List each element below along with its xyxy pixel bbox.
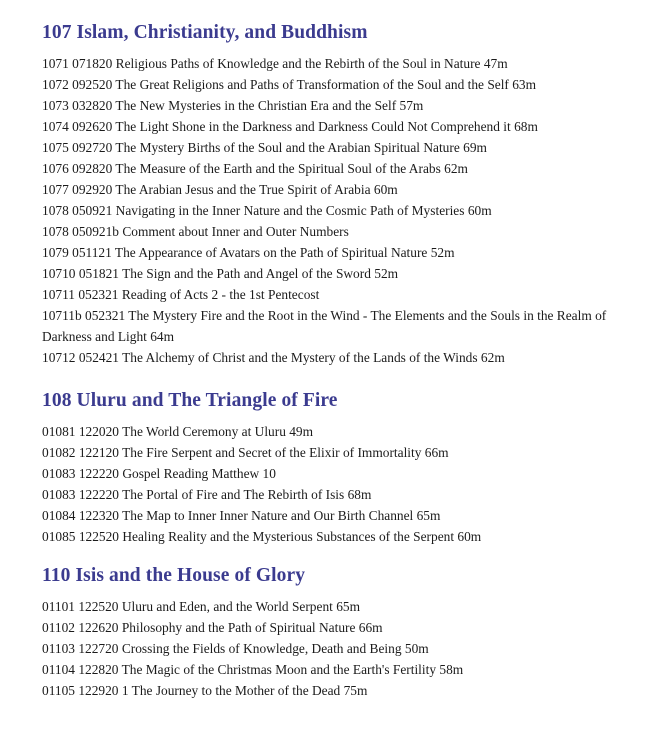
list-item: 01081 122020 The World Ceremony at Uluru 49m <box>42 424 314 439</box>
list-item: 1074 092620 The Light Shone in the Darkness and Darkness Could Not Comprehend it 68m <box>42 119 538 134</box>
section-110 <box>42 565 628 701</box>
list-item: 01101 122520 Uluru and Eden, and the World Serpent 65m <box>42 599 361 614</box>
list-item: 01103 122720 Crossing the Fields of Knowledge, Death and Being 50m <box>42 641 429 656</box>
list-item: 1078 050921b Comment about Inner and Outer Numbers <box>42 224 349 239</box>
list-item: 01082 122120 The Fire Serpent and Secret of the Elixir of Immortality 66m <box>42 445 449 460</box>
list-item: 1073 032820 The New Mysteries in the Christian Era and the Self 57m <box>42 98 424 113</box>
list-item: 10710 051821 The Sign and the Path and Angel of the Sword 52m <box>42 266 399 281</box>
list-item: 01102 122620 Philosophy and the Path of Spiritual Nature 66m <box>42 620 383 635</box>
list-item: 1078 050921 Navigating in the Inner Nature and the Cosmic Path of Mysteries 60m <box>42 203 492 218</box>
list-item: 10712 052421 The Alchemy of Christ and the Mystery of the Lands of the Winds 62m <box>42 350 505 365</box>
list-item: 10711 052321 Reading of Acts 2 - the 1st Pentecost <box>42 287 320 302</box>
section-heading-108: 108 Uluru and The Triangle of Fire <box>42 390 338 411</box>
section-108 <box>42 390 628 547</box>
section-heading-107: 107 Islam, Christianity, and Buddhism <box>42 22 368 43</box>
list-item: 1079 051121 The Appearance of Avatars on the Path of Spiritual Nature 52m <box>42 245 455 260</box>
list-item: 01083 122220 Gospel Reading Matthew 10 <box>42 466 276 481</box>
list-item: 01084 122320 The Map to Inner Inner Nature and Our Birth Channel 65m <box>42 508 441 523</box>
list-item: 1072 092520 The Great Religions and Paths of Transformation of the Soul and the Self 63m <box>42 77 537 92</box>
list-item: 1075 092720 The Mystery Births of the Soul and the Arabian Spiritual Nature 69m <box>42 140 487 155</box>
list-item: 01085 122520 Healing Reality and the Mysterious Substances of the Serpent 60m <box>42 529 482 544</box>
section-107 <box>42 22 628 368</box>
list-item: 01105 122920 1 The Journey to the Mother of the Dead 75m <box>42 683 368 698</box>
list-item: 01104 122820 The Magic of the Christmas Moon and the Earth's Fertility 58m <box>42 662 464 677</box>
list-item: 10711b 052321 The Mystery Fire and the Root in the Wind - The Elements and the Souls in the Realm of Darkness and Light 64m <box>42 308 607 344</box>
list-item: 01083 122220 The Portal of Fire and The Rebirth of Isis 68m <box>42 487 372 502</box>
list-item: 1071 071820 Religious Paths of Knowledge and the Rebirth of the Soul in Nature 47m <box>42 56 508 71</box>
list-item: 1076 092820 The Measure of the Earth and the Spiritual Soul of the Arabs 62m <box>42 161 468 176</box>
list-item: 1077 092920 The Arabian Jesus and the True Spirit of Arabia 60m <box>42 182 398 197</box>
section-heading-110: 110 Isis and the House of Glory <box>42 565 306 586</box>
